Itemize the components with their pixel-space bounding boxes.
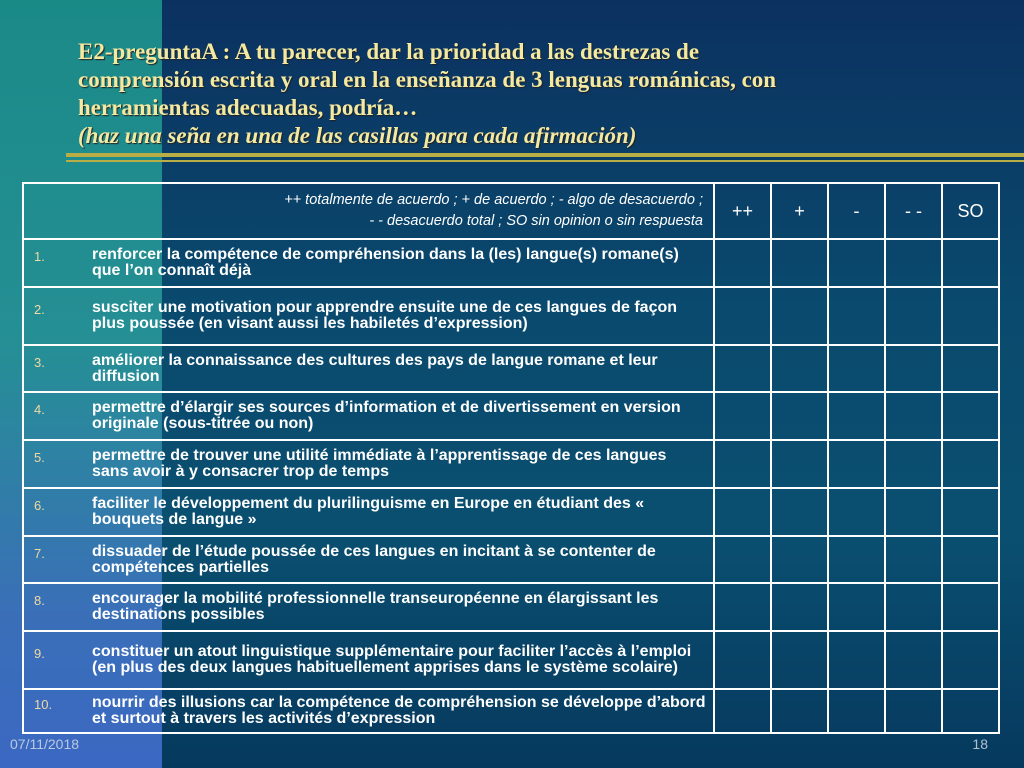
title-divider-thin xyxy=(66,160,1024,162)
rating-checkbox-strongly-disagree[interactable] xyxy=(885,689,942,733)
statement-cell xyxy=(23,583,714,631)
rating-checkbox-somewhat-disagree[interactable] xyxy=(828,287,885,345)
statement-number: 2. xyxy=(34,302,45,317)
rating-checkbox-no-opinion[interactable] xyxy=(942,239,999,287)
rating-checkbox-no-opinion[interactable] xyxy=(942,392,999,440)
statement-number: 1. xyxy=(34,249,45,264)
rating-checkbox-no-opinion[interactable] xyxy=(942,536,999,583)
rating-checkbox-somewhat-disagree[interactable] xyxy=(828,689,885,733)
statement-cell xyxy=(23,488,714,536)
rating-checkbox-strongly-agree[interactable] xyxy=(714,440,771,488)
statement-text: susciter une motivation pour apprendre ensuite une de ces langues de façon plus poussée (en visant aussi les habiletés d’expression) xyxy=(92,299,678,332)
title-line-1: E2-preguntaA : A tu parecer, dar la prioridad a las destrezas de xyxy=(78,39,700,64)
statement-number: 6. xyxy=(34,498,45,513)
statement-container xyxy=(24,692,713,730)
table-row xyxy=(23,345,999,392)
statement-number: 5. xyxy=(34,450,45,465)
statement-container xyxy=(24,297,713,335)
footer-date: 07/11/2018 xyxy=(10,736,80,752)
table-row xyxy=(23,239,999,287)
column-header-no-opinion: SO xyxy=(942,183,999,239)
rating-checkbox-no-opinion[interactable] xyxy=(942,631,999,689)
table-row xyxy=(23,287,999,345)
statement-cell xyxy=(23,345,714,392)
statement-number: 8. xyxy=(34,593,45,608)
statement-cell xyxy=(23,536,714,583)
statement-text: renforcer la compétence de compréhension dans la (les) langue(s) romane(s) que l’on connaît déjà xyxy=(92,246,679,279)
rating-checkbox-agree[interactable] xyxy=(771,488,828,536)
rating-checkbox-strongly-agree[interactable] xyxy=(714,392,771,440)
rating-checkbox-somewhat-disagree[interactable] xyxy=(828,536,885,583)
title-line-3: herramientas adecuadas, podría… xyxy=(78,95,418,120)
rating-checkbox-strongly-agree[interactable] xyxy=(714,239,771,287)
statement-cell xyxy=(23,440,714,488)
table-header-row xyxy=(23,183,999,239)
statement-text: permettre d’élargir ses sources d’information et de divertissement en version originale (sous-titrée ou non) xyxy=(92,399,681,432)
statement-text: nourrir des illusions car la compétence de compréhension se développe d’abord et surtout à travers les activités d’expression xyxy=(92,694,706,727)
statement-text: faciliter le développement du plurilinguisme en Europe en étudiant des « bouquets de langue » xyxy=(92,495,645,528)
statement-number: 7. xyxy=(34,545,45,561)
column-header-somewhat-disagree: - xyxy=(828,183,885,239)
rating-checkbox-strongly-agree[interactable] xyxy=(714,583,771,631)
statement-cell xyxy=(23,689,714,733)
statement-text: dissuader de l’étude poussée de ces langues en incitant à se contenter de compétences partielles xyxy=(92,542,656,576)
rating-checkbox-strongly-agree[interactable] xyxy=(714,287,771,345)
statement-container xyxy=(24,350,713,388)
rating-checkbox-agree[interactable] xyxy=(771,392,828,440)
title-divider-thick xyxy=(66,153,1024,157)
rating-checkbox-no-opinion[interactable] xyxy=(942,583,999,631)
rating-checkbox-agree[interactable] xyxy=(771,440,828,488)
rating-checkbox-no-opinion[interactable] xyxy=(942,345,999,392)
statement-container xyxy=(24,588,713,626)
rating-checkbox-somewhat-disagree[interactable] xyxy=(828,392,885,440)
rating-checkbox-somewhat-disagree[interactable] xyxy=(828,440,885,488)
column-header-agree: + xyxy=(771,183,828,239)
rating-checkbox-no-opinion[interactable] xyxy=(942,440,999,488)
statement-number: 4. xyxy=(34,402,45,417)
rating-checkbox-strongly-disagree[interactable] xyxy=(885,488,942,536)
rating-checkbox-strongly-agree[interactable] xyxy=(714,689,771,733)
table-row xyxy=(23,392,999,440)
table-row xyxy=(23,536,999,583)
rating-checkbox-strongly-agree[interactable] xyxy=(714,631,771,689)
slide-title xyxy=(78,38,978,150)
rating-checkbox-strongly-disagree[interactable] xyxy=(885,440,942,488)
column-header-strongly-disagree: - - xyxy=(885,183,942,239)
legend-cell xyxy=(23,183,714,239)
rating-checkbox-somewhat-disagree[interactable] xyxy=(828,631,885,689)
statement-number: 9. xyxy=(34,646,45,661)
table-row xyxy=(23,488,999,536)
statement-container xyxy=(24,541,713,579)
rating-checkbox-agree[interactable] xyxy=(771,689,828,733)
rating-checkbox-no-opinion[interactable] xyxy=(942,287,999,345)
rating-checkbox-strongly-agree[interactable] xyxy=(714,488,771,536)
rating-checkbox-agree[interactable] xyxy=(771,345,828,392)
rating-checkbox-strongly-agree[interactable] xyxy=(714,536,771,583)
rating-checkbox-strongly-disagree[interactable] xyxy=(885,392,942,440)
rating-checkbox-agree[interactable] xyxy=(771,287,828,345)
statement-container xyxy=(24,641,713,679)
rating-checkbox-strongly-disagree[interactable] xyxy=(885,239,942,287)
table-row xyxy=(23,631,999,689)
statement-cell xyxy=(23,392,714,440)
statement-cell xyxy=(23,631,714,689)
statement-container xyxy=(24,244,713,282)
statement-container xyxy=(24,397,713,435)
statement-number: 3. xyxy=(34,354,45,370)
statement-cell xyxy=(23,239,714,287)
column-header-strongly-agree: ++ xyxy=(714,183,771,239)
statement-text: constituer un atout linguistique supplémentaire pour faciliter l’accès à l’emploi (en plus des deux langues habituellement apprises dans le système scolaire) xyxy=(92,643,692,676)
rating-checkbox-no-opinion[interactable] xyxy=(942,689,999,733)
statement-text: améliorer la connaissance des cultures des pays de langue romane et leur diffusion xyxy=(92,351,658,385)
statement-text: permettre de trouver une utilité immédiate à l’apprentissage de ces langues sans avoir à y consacrer trop de temps xyxy=(92,447,667,480)
rating-checkbox-somewhat-disagree[interactable] xyxy=(828,345,885,392)
statement-number: 10. xyxy=(34,697,53,712)
statement-text: encourager la mobilité professionnelle transeuropéenne en élargissant les destinations possibles xyxy=(92,590,659,623)
rating-checkbox-somewhat-disagree[interactable] xyxy=(828,583,885,631)
legend-line-2: - - desacuerdo total ; SO sin opinion o sin respuesta xyxy=(369,213,703,229)
survey-table xyxy=(22,182,1000,734)
rating-checkbox-strongly-disagree[interactable] xyxy=(885,583,942,631)
rating-checkbox-strongly-disagree[interactable] xyxy=(885,345,942,392)
statement-container xyxy=(24,493,713,531)
rating-checkbox-strongly-agree[interactable] xyxy=(714,345,771,392)
rating-checkbox-agree[interactable] xyxy=(771,239,828,287)
statement-container xyxy=(24,445,713,483)
rating-checkbox-strongly-disagree[interactable] xyxy=(885,536,942,583)
rating-checkbox-no-opinion[interactable] xyxy=(942,488,999,536)
page-number: 18 xyxy=(972,736,988,752)
statement-cell xyxy=(23,287,714,345)
rating-checkbox-strongly-disagree[interactable] xyxy=(885,631,942,689)
rating-checkbox-agree[interactable] xyxy=(771,631,828,689)
legend-line-1: ++ totalmente de acuerdo ; + de acuerdo ; - algo de desacuerdo ; xyxy=(284,192,703,208)
table-row xyxy=(23,583,999,631)
rating-checkbox-somewhat-disagree[interactable] xyxy=(828,239,885,287)
rating-checkbox-somewhat-disagree[interactable] xyxy=(828,488,885,536)
table-row xyxy=(23,440,999,488)
title-line-2: comprensión escrita y oral en la enseñanza de 3 lenguas románicas, con xyxy=(78,67,777,92)
rating-checkbox-agree[interactable] xyxy=(771,583,828,631)
table-row xyxy=(23,689,999,733)
rating-checkbox-strongly-disagree[interactable] xyxy=(885,287,942,345)
title-instruction: (haz una seña en una de las casillas para cada afirmación) xyxy=(78,123,637,148)
rating-checkbox-agree[interactable] xyxy=(771,536,828,583)
